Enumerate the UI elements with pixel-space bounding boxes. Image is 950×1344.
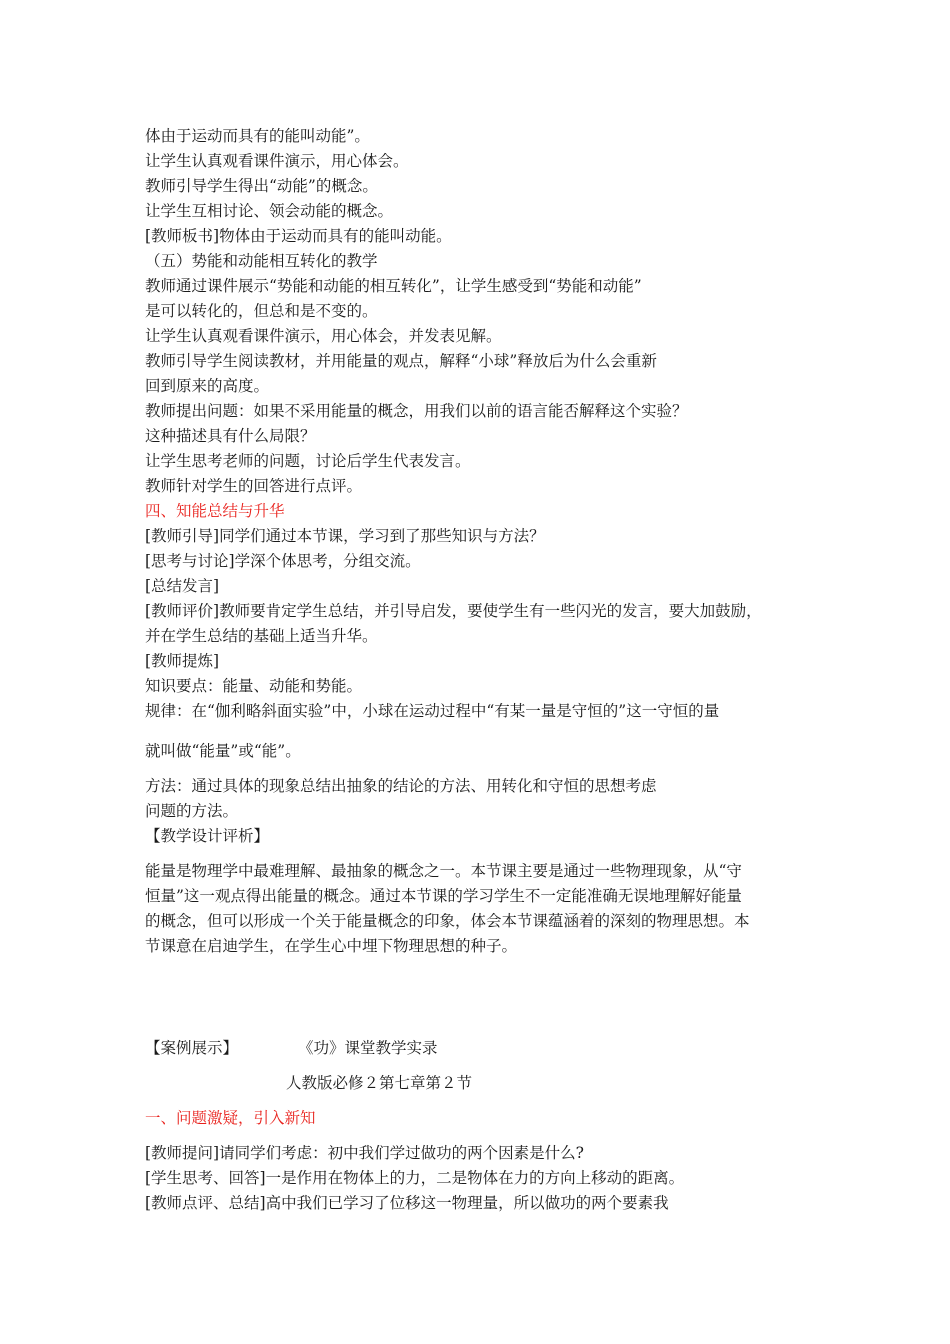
text-line: 回到原来的高度。 xyxy=(145,377,270,395)
text-line: 知识要点：能量、动能和势能。 xyxy=(145,677,363,695)
text-line: [教师引导]同学们通过本节课，学习到了那些知识与方法？ xyxy=(145,527,545,545)
text-line: 教师针对学生的回答进行点评。 xyxy=(145,477,363,495)
text-line: 让学生认真观看课件演示，用心体会。 xyxy=(145,152,409,170)
text-line: 的概念，但可以形成一个关于能量概念的印象，体会本节课蕴涵着的深刻的物理思想。本 xyxy=(145,912,750,930)
text-line: [总结发言] xyxy=(145,577,220,595)
text-line: 方法：通过具体的现象总结出抽象的结论的方法、用转化和守恒的思想考虑 xyxy=(145,777,657,795)
text-line: 恒量”这一观点得出能量的概念。通过本节课的学习学生不一定能准确无误地理解好能量 xyxy=(145,887,742,905)
text-line: 教师引导学生阅读教材，并用能量的观点，解释“小球”释放后为什么会重新 xyxy=(145,352,657,370)
text-line: [教师评价]教师要肯定学生总结，并引导启发，要使学生有一些闪光的发言，要大加鼓励， xyxy=(145,602,762,620)
case-label: 【案例展示】 xyxy=(145,1039,239,1057)
section-heading-red: 一、问题激疑，引入新知 xyxy=(145,1109,316,1127)
text-line: 教师提出问题：如果不采用能量的概念，用我们以前的语言能否解释这个实验？ xyxy=(145,402,688,420)
text-line: [教师提炼] xyxy=(145,652,220,670)
text-line: 节课意在启迪学生，在学生心中埋下物理思想的种子。 xyxy=(145,937,518,955)
text-line: [教师提问]请同学们考虑：初中我们学过做功的两个因素是什么? xyxy=(145,1144,584,1162)
text-line: [学生思考、回答]一是作用在物体上的力，二是物体在力的方向上移动的距离。 xyxy=(145,1169,685,1187)
text-line: 让学生思考老师的问题，讨论后学生代表发言。 xyxy=(145,452,471,470)
text-line: 这种描述具有什么局限？ xyxy=(145,427,316,445)
text-line: 是可以转化的，但总和是不变的。 xyxy=(145,302,378,320)
section-heading: 【教学设计评析】 xyxy=(145,827,270,845)
section-heading-red: 四、知能总结与升华 xyxy=(145,502,285,520)
text-line: 体由于运动而具有的能叫动能”。 xyxy=(145,127,370,145)
text-line: 教师引导学生得出“动能”的概念。 xyxy=(145,177,378,195)
section-heading: （五）势能和动能相互转化的教学 xyxy=(145,252,378,270)
text-line: 让学生互相讨论、领会动能的概念。 xyxy=(145,202,394,220)
text-line: [教师点评、总结]高中我们已学习了位移这一物理量，所以做功的两个要素我 xyxy=(145,1194,669,1212)
text-line: 问题的方法。 xyxy=(145,802,239,820)
text-line: 并在学生总结的基础上适当升华。 xyxy=(145,627,378,645)
text-line: 能量是物理学中最难理解、最抽象的概念之一。本节课主要是通过一些物理现象，从“守 xyxy=(145,862,742,880)
text-line: 就叫做“能量”或“能”。 xyxy=(145,742,301,760)
case-subtitle: 人教版必修２第七章第２节 xyxy=(286,1074,473,1092)
text-line: 教师通过课件展示“势能和动能的相互转化”，让学生感受到“势能和动能” xyxy=(145,277,642,295)
text-line: [思考与讨论]学深个体思考，分组交流。 xyxy=(145,552,421,570)
text-line: 让学生认真观看课件演示，用心体会，并发表见解。 xyxy=(145,327,502,345)
case-title: 《功》课堂教学实录 xyxy=(298,1039,438,1057)
text-line: 规律：在“伽利略斜面实验”中，小球在运动过程中“有某一量是守恒的”这一守恒的量 xyxy=(145,702,720,720)
text-line: [教师板书]物体由于运动而具有的能叫动能。 xyxy=(145,227,452,245)
